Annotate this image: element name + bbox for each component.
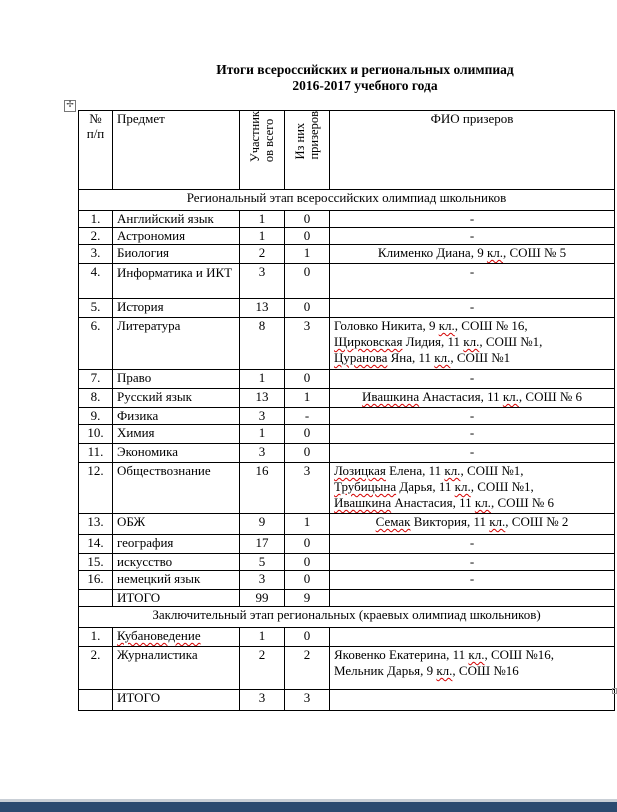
prizewinners-cell: 1	[285, 245, 330, 264]
participants-cell: 8	[240, 318, 285, 370]
table-row	[79, 228, 615, 245]
row-number: 9.	[79, 408, 113, 425]
subject-cell: Журналистика	[113, 647, 240, 690]
header-num: № п/п	[79, 111, 113, 190]
total-participants: 3	[240, 690, 285, 711]
subject-cell: Информатика и ИКТ	[113, 264, 240, 299]
prizewinners-cell: 3	[285, 318, 330, 370]
total-prizewinners: 9	[285, 590, 330, 607]
prizewinners-names-cell: Яковенко Екатерина, 11 кл., СОШ №16, Мельник Дарья, 9 кл., СОШ №16	[330, 647, 615, 690]
table-resize-handle[interactable]	[612, 688, 617, 694]
prizewinners-names-cell: -	[330, 425, 615, 444]
total-label: ИТОГО	[113, 690, 240, 711]
table-row	[79, 514, 615, 535]
prizewinners-names-cell: Головко Никита, 9 кл., СОШ № 16, Щирковская Лидия, 11 кл., СОШ №1, Цуранова Яна, 11 кл., СОШ №1	[330, 318, 615, 370]
participants-cell: 5	[240, 554, 285, 571]
prizewinners-names-cell: -	[330, 571, 615, 590]
participants-cell: 9	[240, 514, 285, 535]
prizewinners-cell: 0	[285, 628, 330, 647]
row-number: 5.	[79, 299, 113, 318]
subject-cell: Астрономия	[113, 228, 240, 245]
subject-cell: История	[113, 299, 240, 318]
table-row	[79, 211, 615, 228]
prizewinners-names-cell: -	[330, 299, 615, 318]
row-number: 11.	[79, 444, 113, 463]
subject-cell: Кубановедение	[113, 628, 240, 647]
participants-cell: 2	[240, 245, 285, 264]
table-row	[79, 389, 615, 408]
total-label: ИТОГО	[113, 590, 240, 607]
prizewinners-names-cell: -	[330, 554, 615, 571]
prizewinners-cell: 0	[285, 571, 330, 590]
row-number: 12.	[79, 463, 113, 514]
prizewinners-names-cell: -	[330, 444, 615, 463]
participants-cell: 3	[240, 408, 285, 425]
table-row	[79, 408, 615, 425]
prizewinners-cell: 0	[285, 425, 330, 444]
subject-cell: Физика	[113, 408, 240, 425]
row-number: 15.	[79, 554, 113, 571]
row-number: 16.	[79, 571, 113, 590]
subject-cell: Русский язык	[113, 389, 240, 408]
prizewinners-cell: 0	[285, 444, 330, 463]
participants-cell: 16	[240, 463, 285, 514]
row-number: 1.	[79, 211, 113, 228]
row-number: 4.	[79, 264, 113, 299]
participants-cell: 13	[240, 299, 285, 318]
table-row	[79, 535, 615, 554]
subject-cell: ОБЖ	[113, 514, 240, 535]
prizewinners-names-cell: Клименко Диана, 9 кл., СОШ № 5	[330, 245, 615, 264]
prizewinners-cell: 0	[285, 554, 330, 571]
subject-cell: Английский язык	[113, 211, 240, 228]
table-row	[79, 647, 615, 690]
row-number: 10.	[79, 425, 113, 444]
olympiad-results-table	[78, 110, 615, 711]
prizewinners-cell: 0	[285, 211, 330, 228]
participants-cell: 3	[240, 571, 285, 590]
total-participants: 99	[240, 590, 285, 607]
participants-cell: 1	[240, 370, 285, 389]
subject-cell: Биология	[113, 245, 240, 264]
table-row	[79, 318, 615, 370]
row-number: 2.	[79, 647, 113, 690]
row-number: 13.	[79, 514, 113, 535]
row-number: 8.	[79, 389, 113, 408]
prizewinners-names-cell: -	[330, 264, 615, 299]
header-prizewinners: Из них призеров	[285, 111, 330, 190]
total-empty-fio	[330, 590, 615, 607]
table-row	[79, 463, 615, 514]
prizewinners-cell: 0	[285, 535, 330, 554]
prizewinners-cell: 0	[285, 228, 330, 245]
section-title-row	[79, 190, 615, 211]
total-prizewinners: 3	[285, 690, 330, 711]
taskbar	[0, 802, 617, 812]
document-title	[150, 62, 580, 94]
header-fio: ФИО призеров	[330, 111, 615, 190]
prizewinners-cell: 0	[285, 370, 330, 389]
prizewinners-cell: 1	[285, 514, 330, 535]
participants-cell: 13	[240, 389, 285, 408]
prizewinners-names-cell	[330, 628, 615, 647]
table-row	[79, 571, 615, 590]
prizewinners-names-cell: -	[330, 228, 615, 245]
prizewinners-cell: 2	[285, 647, 330, 690]
section-title: Заключительный этап региональных (краевых олимпиад школьников)	[79, 607, 615, 628]
table-row	[79, 370, 615, 389]
prizewinners-cell: 1	[285, 389, 330, 408]
subject-cell: география	[113, 535, 240, 554]
total-empty	[79, 590, 113, 607]
participants-cell: 1	[240, 425, 285, 444]
subject-cell: Литература	[113, 318, 240, 370]
title-line-1: Итоги всероссийских и региональных олимпиад	[216, 62, 514, 77]
table-row	[79, 299, 615, 318]
table-move-handle-icon[interactable]: ✢	[64, 100, 76, 112]
prizewinners-cell: 0	[285, 299, 330, 318]
participants-cell: 1	[240, 228, 285, 245]
prizewinners-names-cell: -	[330, 370, 615, 389]
table-row	[79, 628, 615, 647]
table-row	[79, 425, 615, 444]
participants-cell: 17	[240, 535, 285, 554]
total-empty-fio	[330, 690, 615, 711]
subject-cell: Обществознание	[113, 463, 240, 514]
header-subject: Предмет	[113, 111, 240, 190]
subject-cell: искусство	[113, 554, 240, 571]
total-row	[79, 590, 615, 607]
prizewinners-names-cell: Семак Виктория, 11 кл., СОШ № 2	[330, 514, 615, 535]
table-row	[79, 444, 615, 463]
participants-cell: 3	[240, 444, 285, 463]
prizewinners-cell: 3	[285, 463, 330, 514]
participants-cell: 3	[240, 264, 285, 299]
participants-cell: 1	[240, 211, 285, 228]
table-row	[79, 554, 615, 571]
total-empty	[79, 690, 113, 711]
subject-cell: Экономика	[113, 444, 240, 463]
subject-cell: немецкий язык	[113, 571, 240, 590]
row-number: 7.	[79, 370, 113, 389]
prizewinners-names-cell: -	[330, 408, 615, 425]
row-number: 14.	[79, 535, 113, 554]
row-number: 6.	[79, 318, 113, 370]
prizewinners-names-cell: Ивашкина Анастасия, 11 кл., СОШ № 6	[330, 389, 615, 408]
section-title: Региональный этап всероссийских олимпиад школьников	[79, 190, 615, 211]
table-row	[79, 264, 615, 299]
subject-cell: Право	[113, 370, 240, 389]
prizewinners-cell: -	[285, 408, 330, 425]
title-line-2: 2016-2017 учебного года	[292, 78, 438, 93]
prizewinners-cell: 0	[285, 264, 330, 299]
row-number: 1.	[79, 628, 113, 647]
row-number: 2.	[79, 228, 113, 245]
prizewinners-names-cell: -	[330, 535, 615, 554]
prizewinners-names-cell: Лозицкая Елена, 11 кл., СОШ №1, Трубицына Дарья, 11 кл., СОШ №1, Ивашкина Анастасия, 11 кл., СОШ № 6	[330, 463, 615, 514]
section-title-row	[79, 607, 615, 628]
prizewinners-names-cell: -	[330, 211, 615, 228]
total-row	[79, 690, 615, 711]
participants-cell: 2	[240, 647, 285, 690]
table-header-row	[79, 111, 615, 190]
row-number: 3.	[79, 245, 113, 264]
participants-cell: 1	[240, 628, 285, 647]
subject-cell: Химия	[113, 425, 240, 444]
header-participants: Участник ов всего	[240, 111, 285, 190]
table-row	[79, 245, 615, 264]
